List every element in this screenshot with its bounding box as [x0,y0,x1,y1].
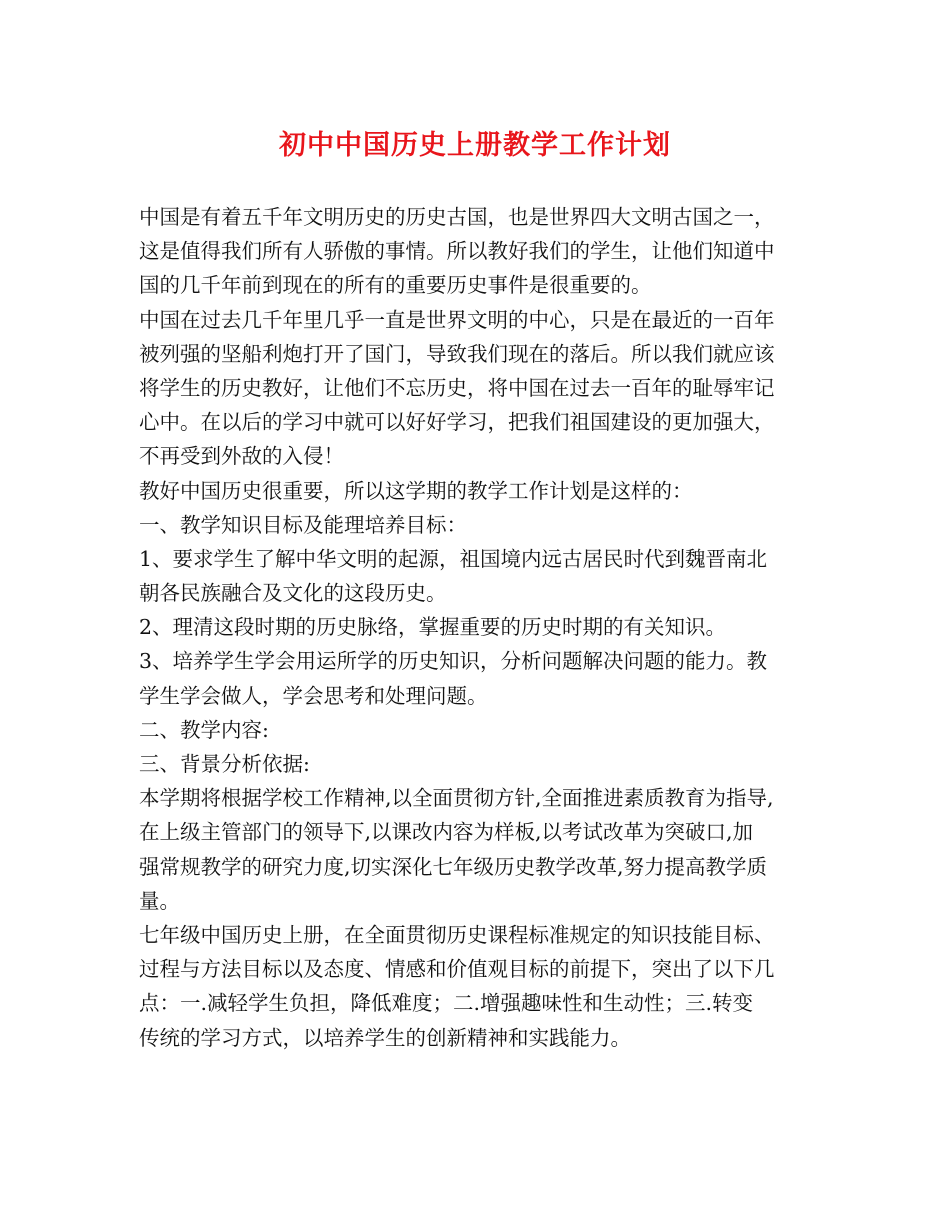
text-line: 1、要求学生了解中华文明的起源，祖国境内远古居民时代到魏晋南北 [139,546,768,571]
section-heading: 三、背景分析依据: [139,752,310,776]
text-line: 中国在过去几千年里几乎一直是世界文明的中心，只是在最近的一百年 [139,307,775,332]
text-line: 教好中国历史很重要，所以这学期的教学工作计划是这样的： [139,478,693,503]
section-heading: 二、教学内容: [139,717,269,742]
text-line: 过程与方法目标以及态度、情感和价值观目标的前提下，突出了以下几 [139,957,775,982]
text-line: 本学期将根据学校工作精神,以全面贯彻方针,全面推进素质教育为指导, [139,786,774,811]
document-body [139,200,819,1055]
text-line: 点：一.减轻学生负担，降低难度；二.增强趣味性和生动性；三.转变 [139,991,754,1016]
text-line: 这是值得我们所有人骄傲的事情。所以教好我们的学生，让他们知道中 [139,239,775,264]
text-line: 被列强的坚船利炮打开了国门，导致我们现在的落后。所以我们就应该 [139,341,775,366]
section-heading: 一、教学知识目标及能理培养目标： [139,512,467,537]
text-line: 七年级中国历史上册，在全面贯彻历史课程标准规定的知识技能目标、 [139,922,775,947]
text-line: 传统的学习方式，以培养学生的创新精神和实践能力。 [139,1025,631,1050]
text-line: 量。 [139,888,180,913]
text-line: 国的几千年前到现在的所有的重要历史事件是很重要的。 [139,273,652,298]
text-line: 学生学会做人，学会思考和处理问题。 [139,683,488,708]
text-line: 在上级主管部门的领导下,以课改内容为样板,以考试改革为突破口,加 [139,820,754,845]
text-line: 中国是有着五千年文明历史的历史古国，也是世界四大文明古国之一， [139,205,775,229]
text-line: 2、理清这段时期的历史脉络，掌握重要的历史时期的有关知识。 [139,615,727,640]
text-line: 3、培养学生学会用运所学的历史知识，分析问题解决问题的能力。教 [139,649,768,674]
text-line: 朝各民族融合及文化的这段历史。 [139,581,447,606]
text-line: 不再受到外敌的入侵！ [139,444,344,469]
document-title: 初中中国历史上册教学工作计划 [279,130,671,161]
text-line: 强常规教学的研究力度,切实深化七年级历史教学改革,努力提高教学质 [139,854,768,879]
text-line: 心中。在以后的学习中就可以好好学习，把我们祖国建设的更加强大， [139,410,775,435]
text-line: 将学生的历史教好，让他们不忘历史，将中国在过去一百年的耻辱牢记 [139,375,775,400]
